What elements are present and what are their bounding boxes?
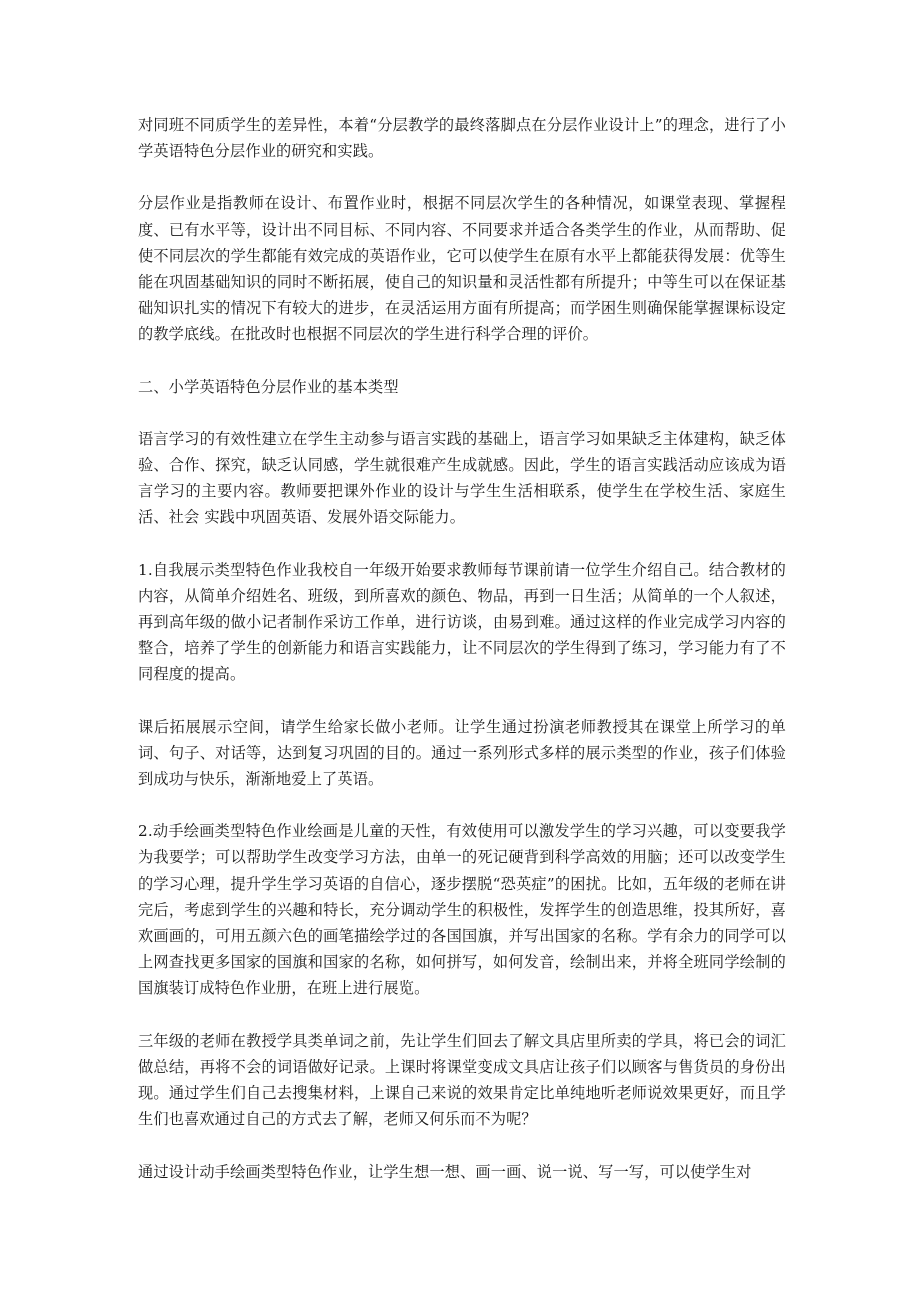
paragraph-after-class-extension: 课后拓展展示空间，请学生给家长做小老师。让学生通过扮演老师教授其在课堂上所学习的单词、句子、对话等，达到复习巩固的目的。通过一系列形式多样的展示类型的作业，孩子们体验到成功与快乐，渐渐地爱上了英语。 <box>138 717 786 789</box>
paragraph-drawing-summary: 通过设计动手绘画类型特色作业，让学生想一想、画一画、说一说、写一写，可以使学生对 <box>138 1162 752 1181</box>
paragraph-drawing-homework: 2.动手绘画类型特色作业绘画是儿童的天性，有效使用可以激发学生的学习兴趣，可以变要我学为我要学；可以帮助学生改变学习方法，由单一的死记硬背到科学高效的用脑；还可以改变学生的学习心理，提升学生学习英语的自信心，逐步摆脱“恐英症”的困扰。比如，五年级的老师在讲完后，考虑到学生的兴趣和特长，充分调动学生的积极性，发挥学生的创造思维，投其所好，喜欢画画的，可用五颜六色的画笔描绘学过的各国国旗，并写出国家的名称。学有余力的同学可以上网查找更多国家的国旗和国家的名称，如何拼写，如何发音，绘制出来，并将全班同学绘制的国旗装订成特色作业册，在班上进行展览。 <box>138 822 786 998</box>
paragraph-self-presentation-homework: 1.自我展示类型特色作业我校自一年级开始要求教师每节课前请一位学生介绍自己。结合教材的内容，从简单介绍姓名、班级，到所喜欢的颜色、物品，再到一日生活；从简单的一个人叙述，再到高年级的做小记者制作采访工作单，进行访谈，由易到难。通过这样的作业完成学习内容的整合，培养了学生的创新能力和语言实践能力，让不同层次的学生得到了练习，学习能力有了不同程度的提高。 <box>138 560 786 684</box>
paragraph-intro-continuation: 对同班不同质学生的差异性，本着“分层教学的最终落脚点在分层作业设计上”的理念，进行了小学英语特色分层作业的研究和实践。 <box>138 116 786 161</box>
paragraph-grade-three-example: 三年级的老师在教授学具类单词之前，先让学生们回去了解文具店里所卖的学具，将已会的词汇做总结，再将不会的词语做好记录。上课时将课堂变成文具店让孩子们以顾客与售货员的身份出现。通过学生们自己去搜集材料，上课自己来说的效果肯定比单纯地听老师说效果更好，而且学生们也喜欢通过自己的方式去了解，老师又何乐而不为呢？ <box>138 1031 786 1129</box>
document-body <box>138 112 786 1211</box>
paragraph-language-practice: 语言学习的有效性建立在学生主动参与语言实践的基础上，语言学习如果缺乏主体建构，缺乏体验、合作、探究，缺乏认同感，学生就很难产生成就感。因此，学生的语言实践活动应该成为语言学习的主要内容。教师要把课外作业的设计与学生生活相联系，使学生在学校生活、家庭生活、社会 实践中巩固英语、发展外语交际能力。 <box>138 429 786 527</box>
paragraph-layered-homework-definition: 分层作业是指教师在设计、布置作业时，根据不同层次学生的各种情况，如课堂表现、掌握程度、已有水平等，设计出不同目标、不同内容、不同要求并适合各类学生的作业，从而帮助、促使不同层次的学生都能有效完成的英语作业，它可以使学生在原有水平上都能获得发展：优等生能在巩固基础知识的同时不断拓展，使自己的知识量和灵活性都有所提升；中等生可以在保证基础知识扎实的情况下有较大的进步，在灵活运用方面有所提高；而学困生则确保能掌握课标设定的教学底线。在批改时也根据不同层次的学生进行科学合理的评价。 <box>138 194 786 344</box>
section-heading-basic-types: 二、小学英语特色分层作业的基本类型 <box>138 377 399 396</box>
